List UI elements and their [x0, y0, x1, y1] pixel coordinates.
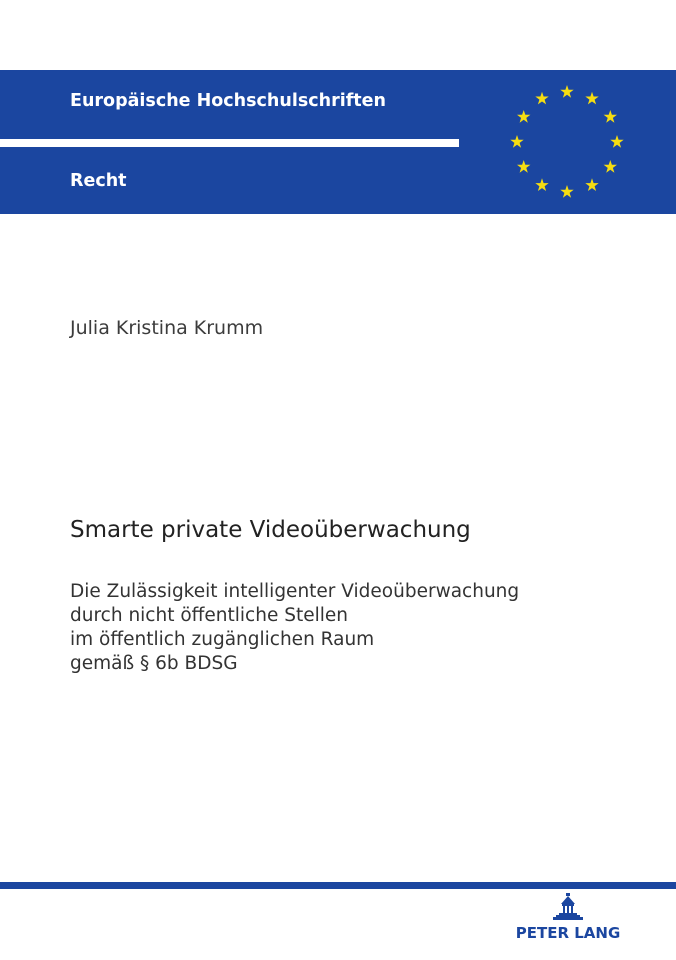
star-icon	[535, 92, 548, 105]
star-icon	[604, 110, 617, 123]
star-icon	[585, 178, 598, 191]
star-icon	[560, 85, 573, 98]
star-icon	[517, 160, 530, 173]
series-subject: Recht	[70, 171, 127, 191]
star-icon	[517, 110, 530, 123]
star-icon	[510, 135, 523, 148]
subtitle-line: durch nicht öffentliche Stellen	[70, 605, 348, 626]
subtitle-line: Die Zulässigkeit intelligenter Videoüberwachung	[70, 581, 520, 602]
star-icon	[535, 178, 548, 191]
star-icon	[604, 160, 617, 173]
publisher-block	[508, 893, 628, 949]
series-title: Europäische Hochschulschriften	[70, 91, 386, 111]
bottom-rule	[0, 882, 676, 889]
series-divider	[0, 139, 459, 147]
star-icon	[585, 92, 598, 105]
eu-stars-icon	[505, 80, 629, 204]
book-subtitle	[70, 580, 519, 676]
publisher-name: PETER LANG	[515, 924, 621, 942]
book-author: Julia Kristina Krumm	[70, 317, 264, 339]
star-icon	[560, 185, 573, 198]
subtitle-line: im öffentlich zugänglichen Raum	[70, 629, 375, 650]
book-title: Smarte private Videoüberwachung	[70, 517, 471, 543]
subtitle-line: gemäß § 6b BDSG	[70, 653, 238, 674]
peter-lang-logo-icon	[552, 893, 584, 921]
star-icon	[610, 135, 623, 148]
